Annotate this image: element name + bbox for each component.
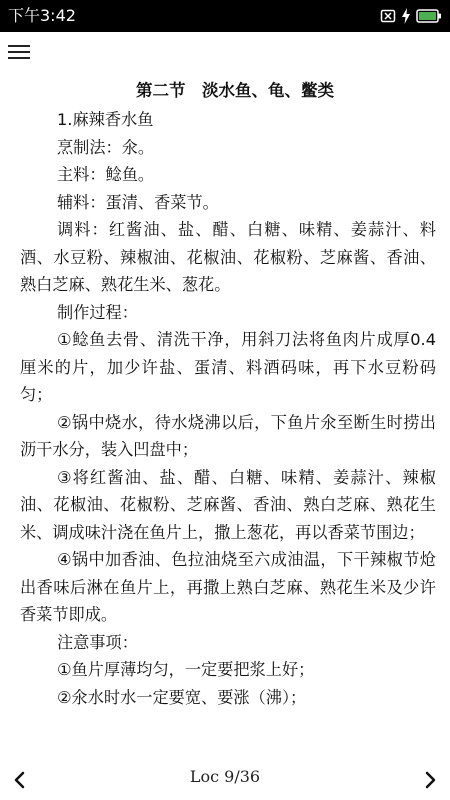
- hamburger-menu-icon[interactable]: [8, 42, 32, 62]
- book-paragraph: ④锅中加香油、色拉油烧至六成油温，下干辣椒节炝出香味后淋在鱼片上，再撒上熟白芝麻、熟花生米及少许香菜节即成。: [20, 550, 436, 624]
- book-paragraph: 辅料：蛋清、香菜节。: [57, 192, 219, 212]
- chevron-right-icon[interactable]: [418, 768, 442, 792]
- status-icons: [380, 6, 442, 26]
- status-bar: [0, 0, 450, 32]
- book-text: [0, 106, 450, 711]
- book-paragraph: 1.麻辣香水鱼: [57, 110, 154, 129]
- book-paragraph: ①鲶鱼去骨、清洗干净，用斜刀法将鱼肉片成厚0.4厘米的片，加少许盐、蛋清、料酒码味，再下水豆粉码匀；: [20, 330, 436, 404]
- page-navigation: [0, 760, 450, 800]
- book-paragraph: 注意事项：: [57, 632, 138, 652]
- book-paragraph: ②氽水时水一定要宽、要涨（沸）；: [57, 687, 307, 707]
- book-page: [0, 74, 450, 760]
- location-indicator: Loc 9/36: [189, 767, 261, 786]
- battery-icon: [416, 9, 442, 23]
- charging-bolt-icon: [402, 8, 410, 24]
- book-paragraph: ①鱼片厚薄均匀，一定要把浆上好；: [57, 660, 315, 679]
- reader-toolbar: [0, 32, 450, 74]
- section-heading: 第二节 淡水鱼、龟、鳖类: [136, 81, 334, 100]
- book-paragraph: ③将红酱油、盐、醋、白糖、味精、姜蒜汁、辣椒油、花椒油、花椒粉、芝麻酱、香油、熟白芝麻、熟花生米、调成味汁浇在鱼片上，撒上葱花，再以香菜节围边；: [20, 467, 436, 542]
- sim-card-off-icon: [380, 8, 396, 24]
- status-time: 下午3:42: [8, 6, 76, 25]
- book-paragraph: 制作过程：: [57, 302, 138, 322]
- book-paragraph: 主料：鲶鱼。: [57, 165, 155, 184]
- book-paragraph: 烹制法：氽。: [57, 137, 155, 157]
- book-paragraph: ②锅中烧水，待水烧沸以后，下鱼片氽至断生时捞出沥干水分，装入凹盘中；: [20, 412, 436, 459]
- book-paragraph: 调料：红酱油、盐、醋、白糖、味精、姜蒜汁、料酒、水豆粉、辣椒油、花椒油、花椒粉、芝麻酱、香油、熟白芝麻、熟花生米、葱花。: [20, 220, 436, 294]
